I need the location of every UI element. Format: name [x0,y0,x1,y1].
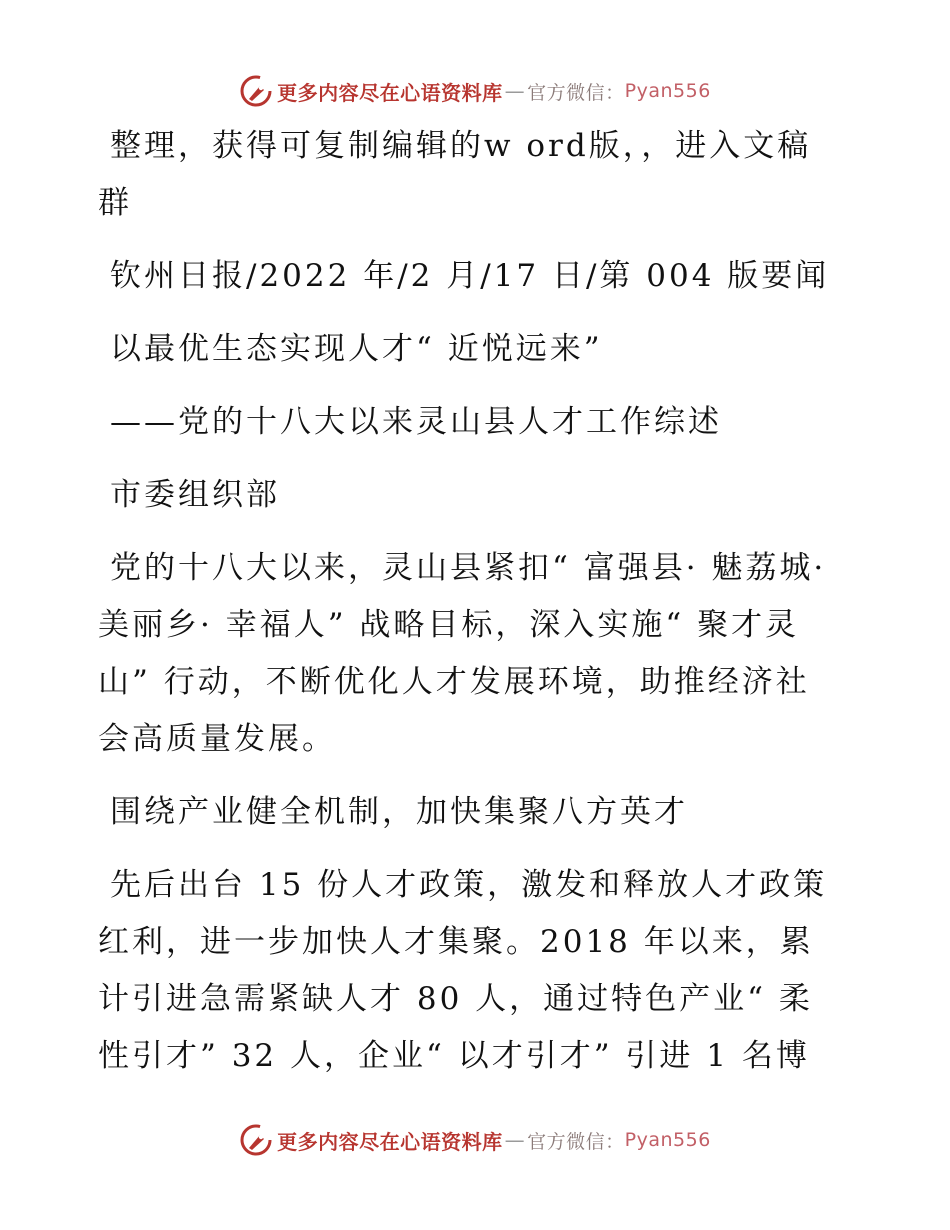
watermark-wechat-id: Pyan556 [624,1129,711,1151]
watermark-text: 更多内容尽在心语资料库 [277,1129,503,1154]
header-watermark [0,71,950,111]
footer-watermark [0,1120,950,1160]
pen-nib-logo-icon [239,74,273,108]
watermark-wechat-id: Pyan556 [624,80,711,102]
watermark-text: 更多内容尽在心语资料库 [277,80,503,105]
section-heading: 围绕产业健全机制，加快集聚八方英才 [110,794,688,830]
article-title: 以最优生态实现人才“ 近悦远来” [110,331,603,367]
watermark-wechat-label: 官方微信： [527,1130,625,1153]
article-author: 市委组织部 [110,477,280,513]
paragraph: 先后出台 15 份人才政策，激发和释放人才政策红利，进一步加快人才集聚。2018 年以来，累计引进急需紧缺人才 80 人，通过特色产业“ 柔性引才” 32 人，企业“ 以才引才” 引进 1 名博 [98,867,828,1074]
watermark-dash: — [504,79,526,103]
watermark-dash: — [504,1128,526,1152]
watermark-wechat-label: 官方微信： [527,81,625,104]
paragraph: 党的十八大以来，灵山县紧扣“ 富强县· 魅荔城· 美丽乡· 幸福人” 战略目标，深入实施“ 聚才灵山” 行动，不断优化人才发展环境，助推经济社会高质量发展。 [98,550,827,757]
document-body [98,118,838,1101]
article-subtitle: ——党的十八大以来灵山县人才工作综述 [110,404,722,440]
pen-nib-logo-icon [239,1123,273,1157]
paragraph: 整理，获得可复制编辑的w ord版，，进入文稿群 [98,128,812,221]
paragraph: 钦州日报/2022 年/2 月/17 日/第 004 版要闻 [110,258,830,294]
